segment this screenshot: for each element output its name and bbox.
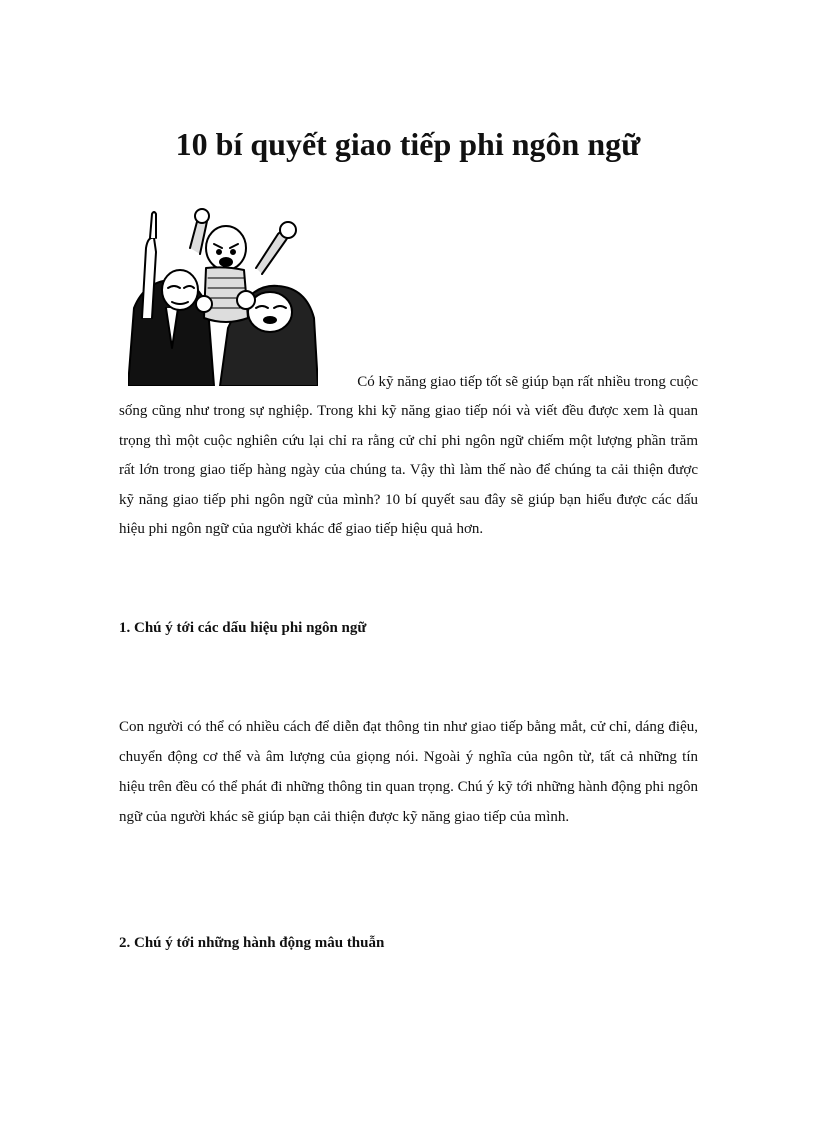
section-body-1: Con người có thể có nhiều cách để diễn đạt thông tin như giao tiếp bằng mắt, cử chỉ, dáng điệu, chuyển động cơ thể và âm lượng của giọng nói. Ngoài ý nghĩa của ngôn từ, tất cả những tín hiệu trên đều có thể phát đi những thông tin quan trọng. Chú ý kỹ tới những hành động phi ngôn ngữ của người khác sẽ giúp bạn cải thiện được kỹ năng giao tiếp của mình.	[119, 719, 698, 825]
intro-first-line: Có kỹ năng giao tiếp tốt sẽ giúp bạn rất nhiều trong cuộc	[357, 374, 698, 390]
arguing-people-illustration	[128, 208, 318, 386]
page-title: 10 bí quyết giao tiếp phi ngôn ngữ	[175, 126, 641, 162]
intro-paragraph: sống cũng như trong sự nghiệp. Trong khi kỹ năng giao tiếp nói và viết đều được xem là quan trọng thì một cuộc nghiên cứu lại chỉ ra rằng cử chỉ phi ngôn ngữ chiếm một lượng phần trăm rất lớn trong giao tiếp hàng ngày của chúng ta. Vậy thì làm thế nào để chúng ta cải thiện được kỹ năng giao tiếp phi ngôn ngữ của mình? 10 bí quyết sau đây sẽ giúp bạn hiểu được các dấu hiệu phi ngôn ngữ của người khác để giao tiếp hiệu quả hơn.	[119, 403, 698, 538]
section-heading-2: 2. Chú ý tới những hành động mâu thuẫn	[119, 935, 385, 951]
section-heading-1: 1. Chú ý tới các dấu hiệu phi ngôn ngữ	[119, 620, 367, 636]
